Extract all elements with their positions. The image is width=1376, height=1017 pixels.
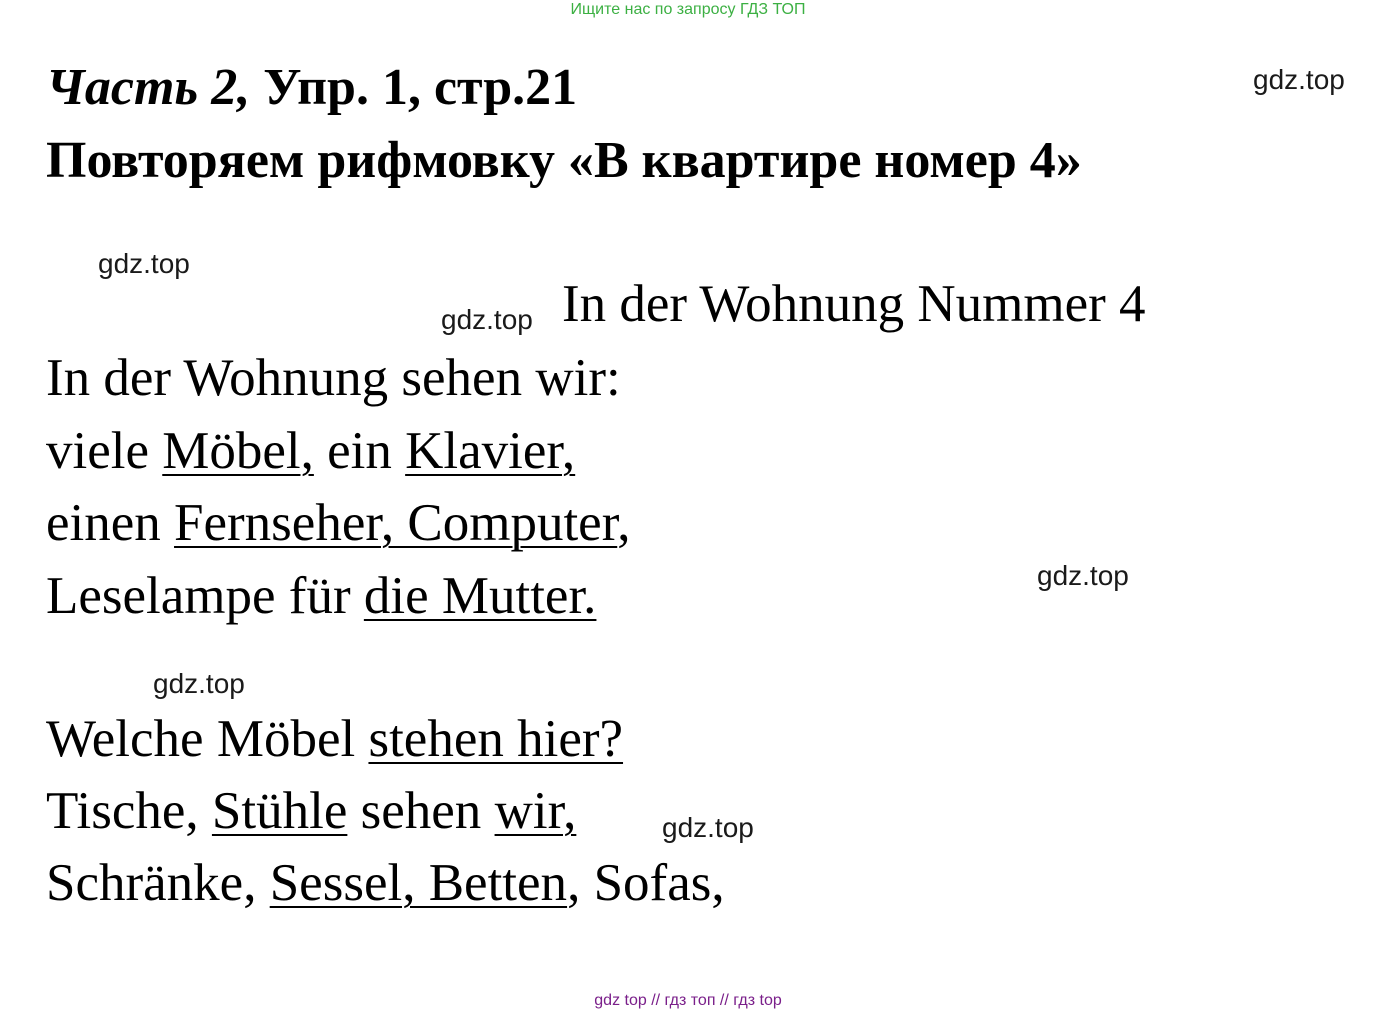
poem-line-5 <box>46 710 624 768</box>
footer-watermark: gdz top // гдз топ // гдз top <box>594 992 782 1009</box>
poem-line-6 <box>46 782 577 840</box>
underlined-word: wir, <box>494 782 577 840</box>
part-label: Часть 2, <box>46 59 251 116</box>
poem-text: , <box>617 494 631 552</box>
poem-text: sehen <box>347 782 495 840</box>
underlined-word: Fernseher, Computer <box>174 494 618 552</box>
watermark: gdz.top <box>1253 64 1345 95</box>
poem-text: viele <box>46 422 163 480</box>
poem-text: ein <box>313 422 406 480</box>
poem-text: einen <box>46 494 175 552</box>
poem-text: Leselampe für <box>46 567 364 625</box>
underlined-word: Klavier, <box>405 422 576 480</box>
watermark: gdz.top <box>662 812 754 843</box>
watermark: gdz.top <box>1037 560 1129 591</box>
underlined-word: Sessel, Betten <box>269 854 568 912</box>
watermark: gdz.top <box>153 668 245 699</box>
underlined-word: Stühle <box>211 782 348 840</box>
poem-line-3 <box>46 494 631 552</box>
poem-text: , Sofas, <box>567 854 725 912</box>
watermark: gdz.top <box>98 248 190 279</box>
search-hint-banner: Ищите нас по запросу ГДЗ ТОП <box>570 1 806 18</box>
exercise-subtitle: Повторяем рифмовку «В квартире номер 4» <box>46 132 1082 189</box>
underlined-word: die Mutter. <box>363 567 597 625</box>
poem-line-4 <box>46 567 597 625</box>
watermark: gdz.top <box>441 304 533 335</box>
underlined-word: Möbel, <box>162 422 314 480</box>
poem-title: In der Wohnung Nummer 4 <box>562 275 1146 333</box>
poem-text: Tische, <box>46 782 212 840</box>
exercise-heading <box>46 59 578 116</box>
poem-text: Welche Möbel <box>46 710 369 768</box>
poem-line-1: In der Wohnung sehen wir: <box>46 349 621 407</box>
poem-text: Schränke, <box>46 854 270 912</box>
underlined-word: stehen hier? <box>368 710 624 768</box>
poem-line-2 <box>46 422 576 480</box>
poem-line-7 <box>46 854 725 912</box>
exercise-label: Упр. 1, стр.21 <box>250 59 578 116</box>
